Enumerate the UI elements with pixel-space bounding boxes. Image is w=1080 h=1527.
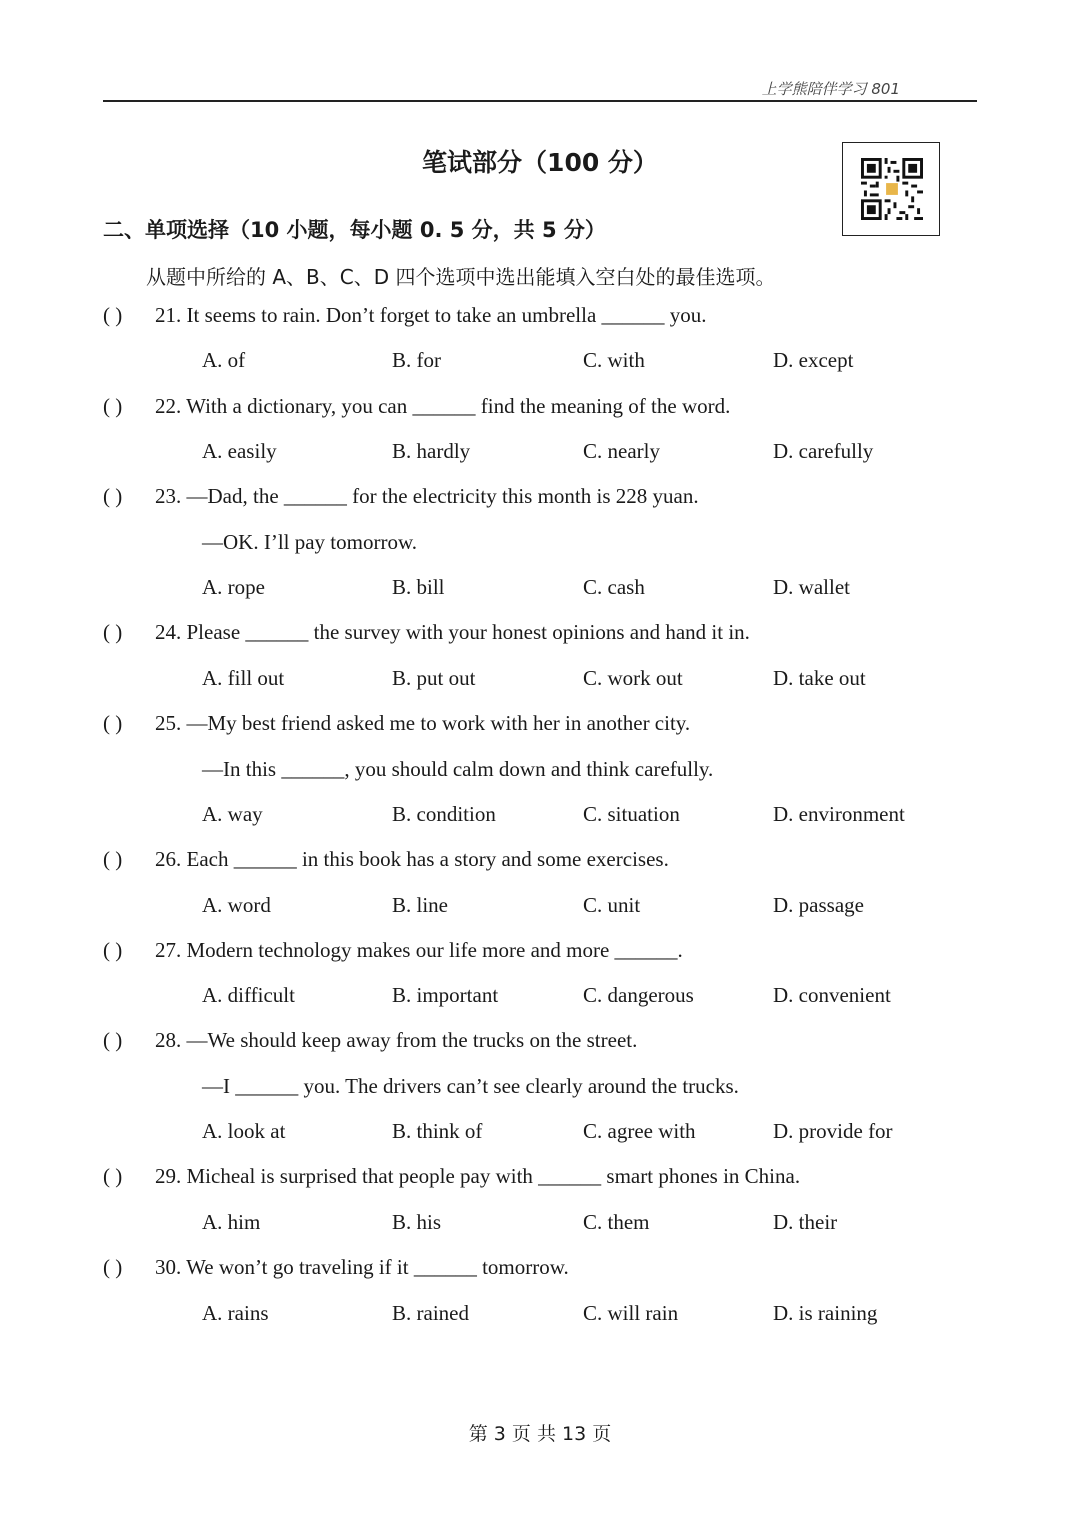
option-a: A. way [202, 802, 263, 826]
answer-blank[interactable]: ( ) [103, 1028, 123, 1052]
option-b: B. hardly [392, 439, 471, 463]
option-a: A. him [202, 1210, 261, 1234]
page-title: 笔试部分（100 分） [422, 148, 658, 177]
question-text: 28. —We should keep away from the trucks on the street. [155, 1028, 638, 1052]
option-c: C. dangerous [583, 983, 694, 1007]
option-b: B. bill [392, 575, 445, 599]
option-b: B. for [392, 348, 441, 372]
option-d: D. environment [773, 802, 905, 826]
question-text: 26. Each ______ in this book has a story and some exercises. [155, 847, 669, 871]
option-c: C. unit [583, 893, 641, 917]
section-title: 二、单项选择（10 小题，每小题 0. 5 分，共 5 分） [103, 218, 606, 242]
qr-code-icon [861, 158, 923, 220]
option-a: A. look at [202, 1119, 286, 1143]
option-a: A. rope [202, 575, 265, 599]
option-d: D. wallet [773, 575, 850, 599]
header-rule [103, 100, 977, 102]
option-a: A. easily [202, 439, 277, 463]
page-footer: 第 3 页 共 13 页 [468, 1423, 612, 1445]
question-text: 21. It seems to rain. Don’t forget to take an umbrella ______ you. [155, 303, 707, 327]
option-d: D. take out [773, 666, 866, 690]
question-subline: —I ______ you. The drivers can’t see clearly around the trucks. [202, 1074, 739, 1098]
answer-blank[interactable]: ( ) [103, 1164, 123, 1188]
question-subline: —In this ______, you should calm down and think carefully. [202, 757, 714, 781]
answer-blank[interactable]: ( ) [103, 1255, 123, 1279]
qr-code [842, 142, 940, 236]
option-d: D. provide for [773, 1119, 893, 1143]
option-c: C. with [583, 348, 645, 372]
question-subline: —OK. I’ll pay tomorrow. [202, 530, 418, 554]
option-a: A. rains [202, 1301, 269, 1325]
answer-blank[interactable]: ( ) [103, 847, 123, 871]
option-c: C. work out [583, 666, 683, 690]
header-text: 上学熊陪伴学习 801 [761, 80, 900, 98]
option-b: B. think of [392, 1119, 483, 1143]
answer-blank[interactable]: ( ) [103, 394, 123, 418]
option-a: A. difficult [202, 983, 295, 1007]
option-c: C. nearly [583, 439, 660, 463]
answer-blank[interactable]: ( ) [103, 938, 123, 962]
option-d: D. except [773, 348, 854, 372]
answer-blank[interactable]: ( ) [103, 620, 123, 644]
option-d: D. carefully [773, 439, 874, 463]
option-d: D. is raining [773, 1301, 878, 1325]
option-b: B. put out [392, 666, 476, 690]
option-b: B. his [392, 1210, 442, 1234]
question-text: 22. With a dictionary, you can ______ find the meaning of the word. [155, 394, 731, 418]
question-text: 23. —Dad, the ______ for the electricity this month is 228 yuan. [155, 484, 699, 508]
option-d: D. passage [773, 893, 864, 917]
option-c: C. agree with [583, 1119, 696, 1143]
question-text: 25. —My best friend asked me to work with her in another city. [155, 711, 691, 735]
option-c: C. cash [583, 575, 645, 599]
option-a: A. of [202, 348, 246, 372]
answer-blank[interactable]: ( ) [103, 303, 123, 327]
option-a: A. word [202, 893, 271, 917]
option-b: B. condition [392, 802, 496, 826]
section-instructions: 从题中所给的 A、B、C、D 四个选项中选出能填入空白处的最佳选项。 [146, 265, 776, 289]
question-text: 27. Modern technology makes our life more and more ______. [155, 938, 683, 962]
option-a: A. fill out [202, 666, 285, 690]
question-text: 30. We won’t go traveling if it ______ tomorrow. [155, 1255, 569, 1279]
question-text: 24. Please ______ the survey with your honest opinions and hand it in. [155, 620, 750, 644]
option-c: C. them [583, 1210, 650, 1234]
answer-blank[interactable]: ( ) [103, 484, 123, 508]
option-b: B. important [392, 983, 499, 1007]
option-d: D. their [773, 1210, 838, 1234]
option-d: D. convenient [773, 983, 891, 1007]
option-c: C. will rain [583, 1301, 679, 1325]
answer-blank[interactable]: ( ) [103, 711, 123, 735]
option-c: C. situation [583, 802, 680, 826]
option-b: B. rained [392, 1301, 469, 1325]
option-b: B. line [392, 893, 448, 917]
question-text: 29. Micheal is surprised that people pay with ______ smart phones in China. [155, 1164, 801, 1188]
